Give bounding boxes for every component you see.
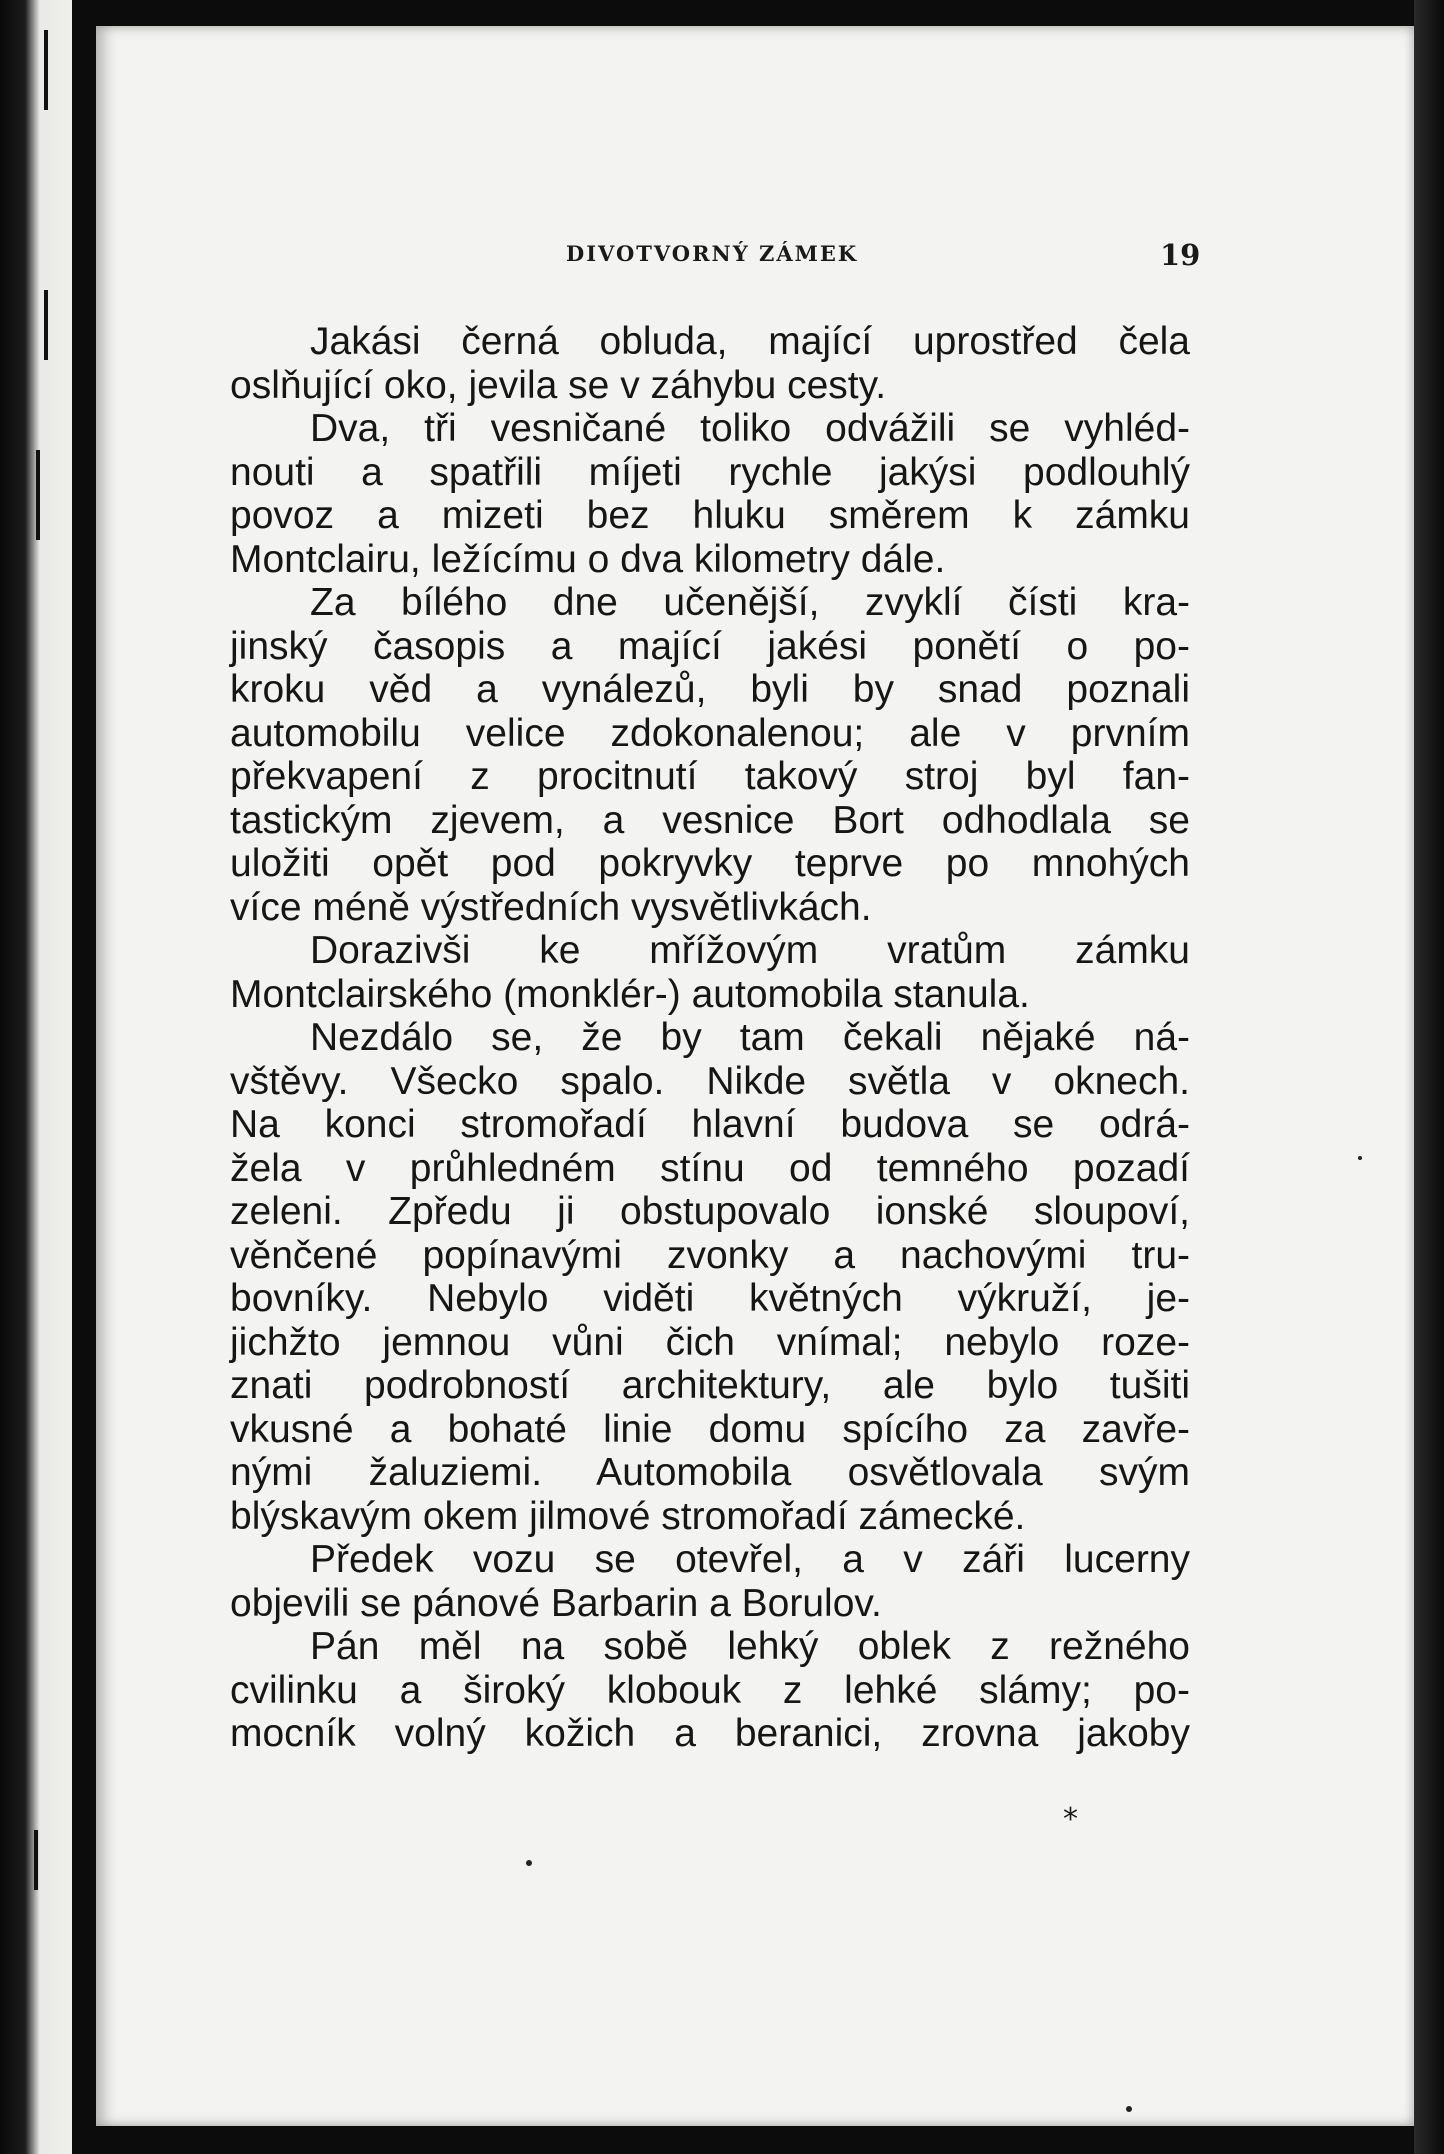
scan-artifact: [34, 1830, 38, 1890]
binding-shadow: [0, 0, 72, 2154]
text-line: bovníky. Nebylo viděti květných výkruží, je-: [230, 1277, 1190, 1320]
text-line: jinský časopis a mající jakési ponětí o po-: [230, 624, 1190, 668]
text-line: jichžto jemnou vůni čich vnímal; nebylo roze-: [230, 1320, 1190, 1364]
text-line: blýskavým okem jilmové stromořadí zámecké.: [230, 1494, 1026, 1538]
scan-artifact: [36, 450, 40, 540]
text-line: cvilinku a široký klobouk z lehké slámy; po-: [230, 1668, 1190, 1712]
scan-artifact: [44, 290, 48, 360]
text-line: automobilu velice zdokonalenou; ale v prvním: [230, 711, 1190, 755]
page-number: 19: [1160, 238, 1201, 272]
text-line: Za bílého dne učenější, zvyklí čísti kra-: [310, 581, 1190, 624]
text-line: Nezdálo se, že by tam čekali nějaké ná-: [310, 1016, 1190, 1059]
text-line: nými žaluziemi. Automobila osvětlovala svým: [230, 1451, 1190, 1494]
text-line: Dva, tři vesničané toliko odvážili se vyhléd-: [310, 407, 1190, 450]
text-line: znati podrobností architektury, ale bylo tušiti: [230, 1364, 1190, 1407]
right-edge-shadow: [1414, 0, 1444, 2154]
text-line: Na konci stromořadí hlavní budova se odrá-: [230, 1103, 1190, 1146]
text-line: Pán měl na sobě lehký oblek z režného: [310, 1625, 1190, 1668]
running-head: DIVOTVORNÝ ZÁMEK: [566, 241, 859, 266]
text-line: mocník volný kožich a beranici, zrovna jakoby: [230, 1712, 1190, 1755]
text-line: povoz a mizeti bez hluku směrem k zámku: [230, 494, 1190, 537]
text-line: Dorazivši ke mřížovým vratům zámku: [310, 929, 1190, 972]
text-line: vštěvy. Všecko spalo. Nikde světla v oknech.: [230, 1059, 1190, 1103]
page-speck: [1126, 2106, 1132, 2112]
text-line: Předek vozu se otevřel, a v záři lucerny: [310, 1538, 1190, 1581]
text-line: Montclairu, ležícímu o dva kilometry dále.: [230, 537, 946, 581]
signature-mark: *: [1063, 1802, 1078, 1837]
text-line: vkusné a bohaté linie domu spícího za zavře-: [230, 1407, 1190, 1451]
text-line: tastickým zjevem, a vesnice Bort odhodlala se: [230, 798, 1190, 842]
text-line: překvapení z procitnutí takový stroj byl fan-: [230, 755, 1190, 798]
text-line: Montclairského (monklér-) automobila stanula.: [230, 972, 1030, 1016]
text-line: žela v průhledném stínu od temného pozadí: [230, 1146, 1190, 1190]
text-line: nouti a spatřili míjeti rychle jakýsi podlouhlý: [230, 450, 1190, 494]
text-line: oslňující oko, jevila se v záhybu cesty.: [230, 363, 887, 407]
body-text: [230, 320, 1190, 1756]
text-line: věnčené popínavými zvonky a nachovými tru-: [230, 1233, 1190, 1277]
text-line: objevili se pánové Barbarin a Borulov.: [230, 1581, 882, 1625]
text-line: kroku věd a vynálezů, byli by snad poznali: [230, 668, 1190, 711]
text-line: uložiti opět pod pokryvky teprve po mnohých: [230, 842, 1190, 885]
page-speck: [1358, 1156, 1362, 1160]
page-speck: [526, 1860, 532, 1866]
text-line: zeleni. Zpředu ji obstupovalo ionské sloupoví,: [230, 1190, 1190, 1233]
text-line: více méně výstředních vysvětlivkách.: [230, 885, 872, 929]
text-line: Jakási černá obluda, mající uprostřed čela: [310, 320, 1190, 363]
scan-artifact: [44, 30, 48, 110]
